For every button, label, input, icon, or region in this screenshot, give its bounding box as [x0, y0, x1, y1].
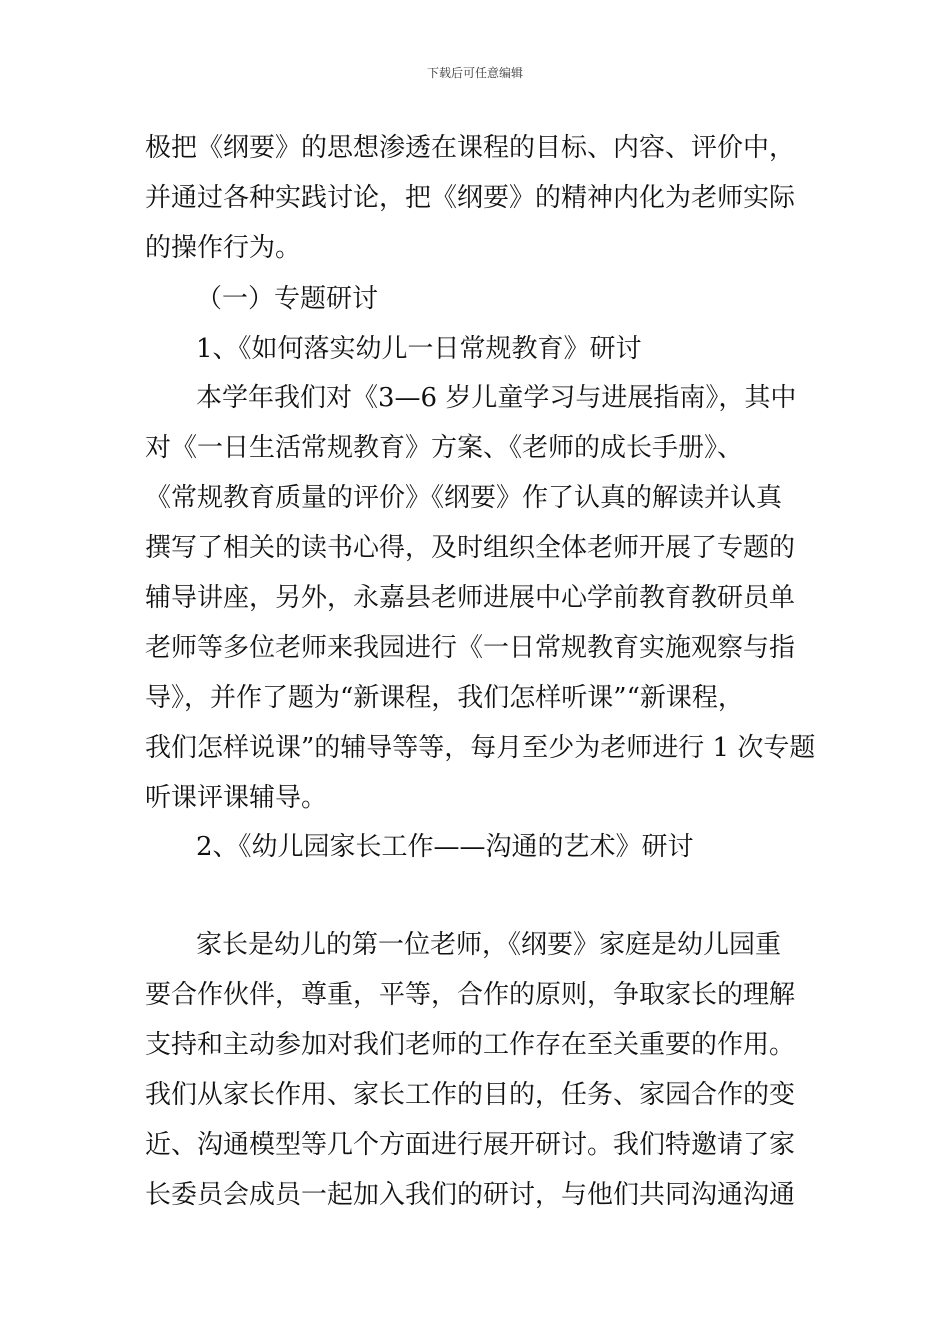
paragraph-line: 我们怎样说课”的辅导等等，每月至少为老师进行 1 次专题: [145, 733, 816, 763]
paragraph-line: 导》，并作了题为“新课程，我们怎样听课”“新课程，: [145, 683, 744, 713]
paragraph-line: 家长是幼儿的第一位老师，《纲要》家庭是幼儿园重: [196, 930, 782, 960]
paragraph-line: 的操作行为。: [145, 233, 302, 263]
paragraph-line: 支持和主动参加对我们老师的工作存在至关重要的作用。: [145, 1030, 796, 1060]
paragraph-line: 我们从家长作用、家长工作的目的，任务、家园合作的变: [145, 1080, 796, 1110]
subsection-heading: 2、《幼儿园家长工作——沟通的艺术》研讨: [196, 832, 694, 862]
paragraph-line: 老师等多位老师来我园进行《一日常规教育实施观察与指: [145, 633, 796, 663]
paragraph-line: 近、沟通模型等几个方面进行展开研讨。我们特邀请了家: [145, 1130, 796, 1160]
paragraph-line: 《常规教育质量的评价》《纲要》作了认真的解读并认真: [145, 483, 783, 513]
paragraph-line: 对《一日生活常规教育》方案、《老师的成长手册》、: [145, 433, 744, 463]
paragraph-line: 本学年我们对《3—6 岁儿童学习与进展指南》，其中: [196, 383, 797, 413]
section-heading: （一）专题研讨: [196, 284, 379, 314]
subsection-heading: 1、《如何落实幼儿一日常规教育》研讨: [196, 334, 642, 364]
header-note: 下载后可任意编辑: [426, 66, 523, 80]
paragraph-line: 长委员会成员一起加入我们的研讨，与他们共同沟通沟通: [145, 1180, 796, 1210]
paragraph-line: 撰写了相关的读书心得，及时组织全体老师开展了专题的: [145, 533, 796, 563]
paragraph-line: 并通过各种实践讨论，把《纲要》的精神内化为老师实际: [145, 183, 796, 213]
paragraph-line: 听课评课辅导。: [145, 783, 328, 813]
paragraph-line: 极把《纲要》的思想渗透在课程的目标、内容、评价中，: [145, 133, 796, 163]
paragraph-line: 辅导讲座，另外，永嘉县老师进展中心学前教育教研员单: [145, 583, 796, 613]
paragraph-line: 要合作伙伴，尊重，平等，合作的原则，争取家长的理解: [145, 980, 796, 1010]
